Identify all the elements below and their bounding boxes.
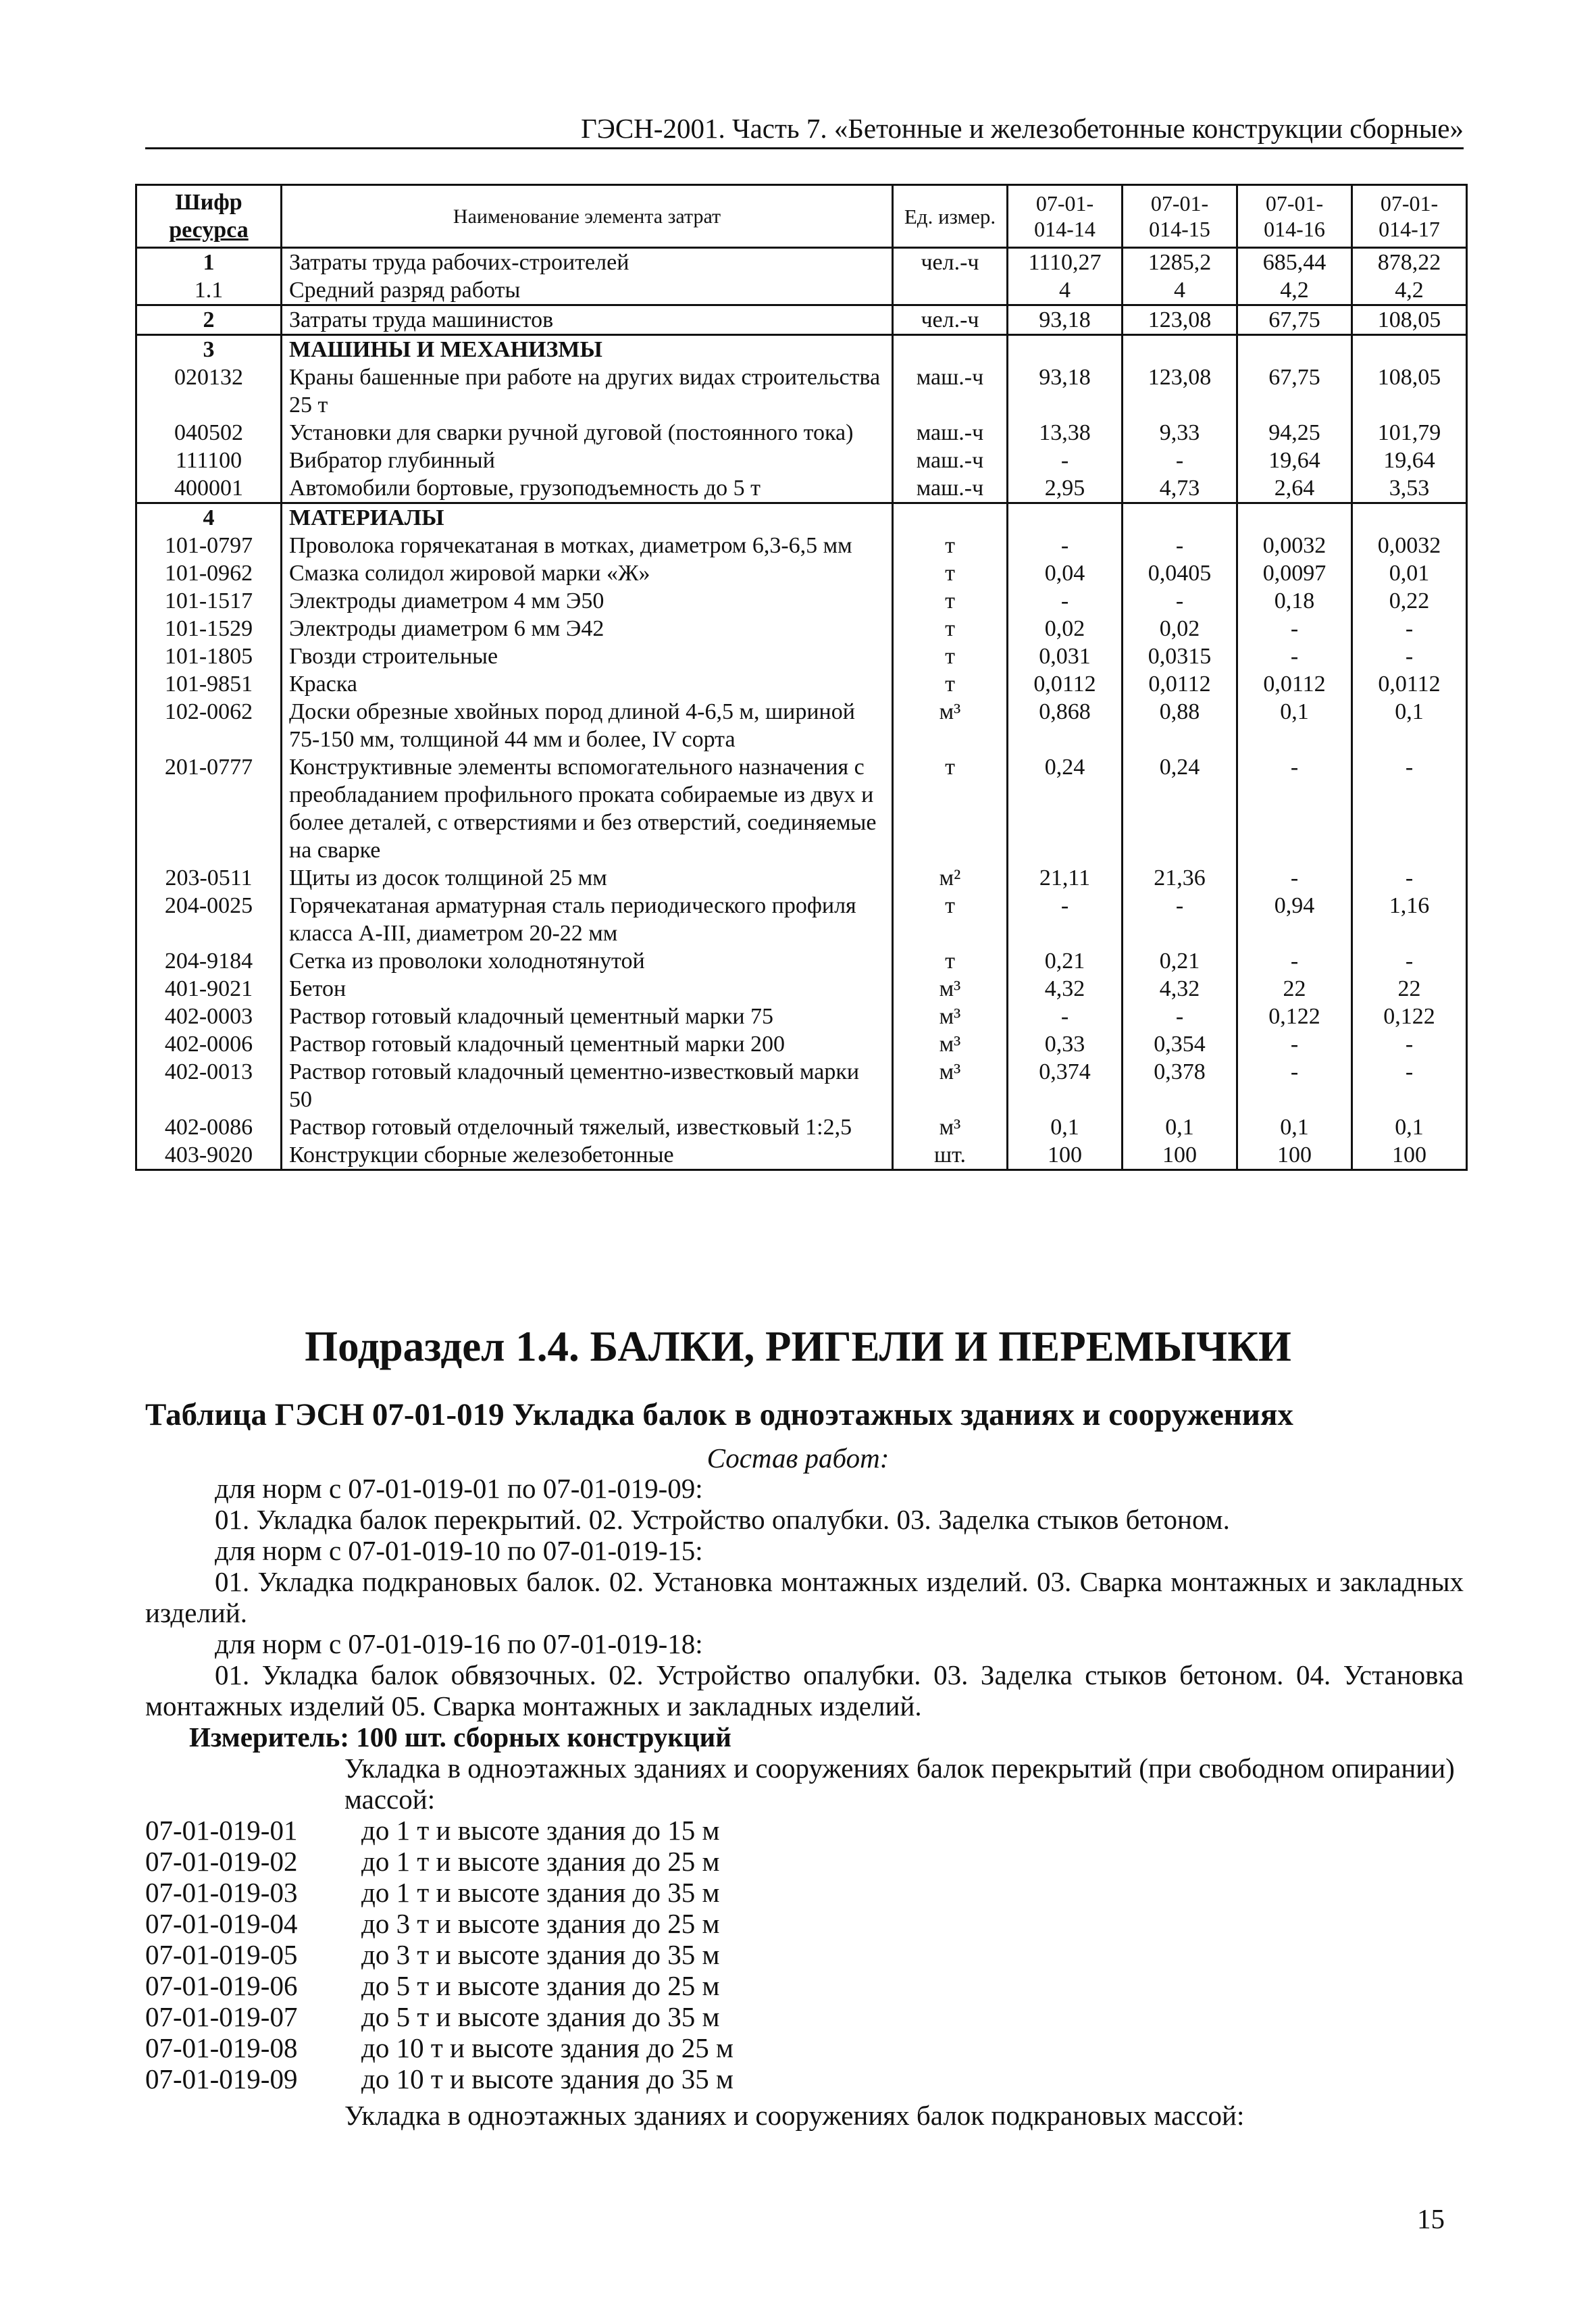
table-row xyxy=(136,1058,1467,1113)
cell-unit: т xyxy=(893,947,1008,975)
cell-name: Смазка солидол жировой марки «Ж» xyxy=(282,559,893,587)
table-row xyxy=(136,474,1467,503)
cell-value: 0,0032 xyxy=(1352,532,1467,559)
works-range-1: для норм с 07-01-019-01 по 07-01-019-09: xyxy=(215,1473,703,1504)
cell-value xyxy=(1237,335,1352,364)
table-header-row xyxy=(136,185,1467,248)
cell-value: 0,1 xyxy=(1237,1113,1352,1141)
cell-value: - xyxy=(1352,864,1467,892)
cell-code: 401-9021 xyxy=(136,975,282,1003)
cell-value: 0,031 xyxy=(1008,643,1123,670)
cell-unit: м³ xyxy=(893,1113,1008,1141)
cell-unit xyxy=(893,276,1008,305)
cell-value: 67,75 xyxy=(1237,305,1352,335)
cell-name: Раствор готовый кладочный цементно-известковый марки 50 xyxy=(282,1058,893,1113)
cell-name: Затраты труда машинистов xyxy=(282,305,893,335)
cell-value: - xyxy=(1237,615,1352,643)
cell-unit: м³ xyxy=(893,1030,1008,1058)
cell-code: 101-1805 xyxy=(136,643,282,670)
cell-value: 0,0112 xyxy=(1237,670,1352,698)
cell-name: Горячекатаная арматурная сталь периодического профиля класса А-III, диаметром 20-22 мм xyxy=(282,892,893,947)
works-ops-3-line2: монтажных изделий 05. Сварка монтажных и закладных изделий. xyxy=(145,1690,922,1721)
table-row xyxy=(136,276,1467,305)
cell-value: 108,05 xyxy=(1352,363,1467,419)
header-col-1 xyxy=(1008,185,1123,248)
table-row xyxy=(136,363,1467,419)
norm-description: до 5 т и высоте здания до 35 м xyxy=(361,2001,720,2032)
cell-value: - xyxy=(1237,864,1352,892)
cell-value: 108,05 xyxy=(1352,305,1467,335)
cell-code: 201-0777 xyxy=(136,753,282,864)
cell-value: - xyxy=(1352,1058,1467,1113)
cell-unit: т xyxy=(893,643,1008,670)
cell-value: 0,354 xyxy=(1123,1030,1237,1058)
header-name: Наименование элемента затрат xyxy=(282,185,893,248)
cell-name: Краска xyxy=(282,670,893,698)
cell-unit: м³ xyxy=(893,975,1008,1003)
cell-value: 0,21 xyxy=(1008,947,1123,975)
table-row xyxy=(136,587,1467,615)
cell-value: 0,0112 xyxy=(1352,670,1467,698)
cell-value: - xyxy=(1352,1030,1467,1058)
header-col-2-l1: 07-01- xyxy=(1150,191,1209,216)
cell-value: - xyxy=(1008,892,1123,947)
norm-code: 07-01-019-06 xyxy=(145,1970,298,2001)
cell-value: 0,94 xyxy=(1237,892,1352,947)
cell-name: Проволока горячекатаная в мотках, диаметром 6,3-6,5 мм xyxy=(282,532,893,559)
header-col-4-l2: 014-17 xyxy=(1379,217,1440,241)
cell-name: Затраты труда рабочих-строителей xyxy=(282,248,893,277)
cell-code: 402-0086 xyxy=(136,1113,282,1141)
norm-description: до 5 т и высоте здания до 25 м xyxy=(361,1970,720,2001)
cell-value: 0,0315 xyxy=(1123,643,1237,670)
cell-unit: шт. xyxy=(893,1141,1008,1170)
header-col-3-l1: 07-01- xyxy=(1265,191,1324,216)
cell-name: Средний разряд работы xyxy=(282,276,893,305)
works-range-3: для норм с 07-01-019-16 по 07-01-019-18: xyxy=(215,1628,703,1659)
header-code-line1: Шифр xyxy=(175,190,242,215)
cell-value: 4,32 xyxy=(1008,975,1123,1003)
header-code-line2: ресурса xyxy=(169,218,249,243)
header-code xyxy=(136,185,282,248)
cell-value: 0,0032 xyxy=(1237,532,1352,559)
cell-name: Раствор готовый кладочный цементный марки 75 xyxy=(282,1003,893,1030)
cell-value: 4,2 xyxy=(1352,276,1467,305)
cell-value: 123,08 xyxy=(1123,363,1237,419)
cell-value: 0,122 xyxy=(1352,1003,1467,1030)
table-row xyxy=(136,975,1467,1003)
cell-value: 13,38 xyxy=(1008,419,1123,447)
subsection-title: Подраздел 1.4. БАЛКИ, РИГЕЛИ И ПЕРЕМЫЧКИ xyxy=(305,1323,1291,1370)
cell-code: 402-0006 xyxy=(136,1030,282,1058)
header-col-4-l1: 07-01- xyxy=(1380,191,1439,216)
cell-code: 101-0797 xyxy=(136,532,282,559)
cell-unit: чел.-ч xyxy=(893,305,1008,335)
cell-unit: чел.-ч xyxy=(893,248,1008,277)
cell-value: - xyxy=(1237,643,1352,670)
works-label: Состав работ: xyxy=(706,1442,890,1474)
cell-value: 4 xyxy=(1008,276,1123,305)
header-unit: Ед. измер. xyxy=(893,185,1008,248)
table-row xyxy=(136,419,1467,447)
cell-value: - xyxy=(1008,1003,1123,1030)
cell-value: - xyxy=(1123,1003,1237,1030)
cell-code: 402-0013 xyxy=(136,1058,282,1113)
cell-code: 3 xyxy=(136,335,282,364)
norm-code: 07-01-019-05 xyxy=(145,1939,298,1970)
cell-name: Электроды диаметром 6 мм Э42 xyxy=(282,615,893,643)
header-col-3-l2: 014-16 xyxy=(1264,217,1325,241)
cell-value: 93,18 xyxy=(1008,305,1123,335)
running-header: ГЭСН-2001. Часть 7. «Бетонные и железобетонные конструкции сборные» xyxy=(581,113,1464,144)
header-col-2-l2: 014-15 xyxy=(1149,217,1210,241)
cell-name: Доски обрезные хвойных пород длиной 4-6,5 м, шириной 75-150 мм, толщиной 44 мм и более, IV сорта xyxy=(282,698,893,753)
cell-code: 1.1 xyxy=(136,276,282,305)
cell-value: 0,1 xyxy=(1008,1113,1123,1141)
cell-value: 0,1 xyxy=(1352,1113,1467,1141)
cell-value: 94,25 xyxy=(1237,419,1352,447)
cell-unit xyxy=(893,335,1008,364)
cell-value: 4 xyxy=(1123,276,1237,305)
norm-code: 07-01-019-04 xyxy=(145,1908,298,1939)
cell-code: 101-9851 xyxy=(136,670,282,698)
norm-description: до 10 т и высоте здания до 25 м xyxy=(361,2032,733,2063)
group1-line2: массой: xyxy=(344,1784,436,1815)
cell-value: - xyxy=(1352,753,1467,864)
norm-description: до 3 т и высоте здания до 25 м xyxy=(361,1908,720,1939)
cell-value: - xyxy=(1352,947,1467,975)
table-body xyxy=(136,248,1467,1170)
cell-value: 101,79 xyxy=(1352,419,1467,447)
norm-description: до 3 т и высоте здания до 35 м xyxy=(361,1939,720,1970)
table-row xyxy=(136,248,1467,277)
resource-table xyxy=(135,184,1468,1171)
cell-value: 123,08 xyxy=(1123,305,1237,335)
measure-line: Измеритель: 100 шт. сборных конструкций xyxy=(189,1721,731,1753)
cell-value: 19,64 xyxy=(1352,447,1467,474)
table-row xyxy=(136,532,1467,559)
norm-description: до 10 т и высоте здания до 35 м xyxy=(361,2063,733,2094)
cell-name: Вибратор глубинный xyxy=(282,447,893,474)
cell-unit: м³ xyxy=(893,698,1008,753)
cell-value: - xyxy=(1352,615,1467,643)
table-row xyxy=(136,1030,1467,1058)
cell-code: 204-9184 xyxy=(136,947,282,975)
cell-value xyxy=(1352,503,1467,532)
cell-unit: маш.-ч xyxy=(893,419,1008,447)
cell-value: 2,95 xyxy=(1008,474,1123,503)
cell-name: Раствор готовый отделочный тяжелый, известковый 1:2,5 xyxy=(282,1113,893,1141)
cell-name: Краны башенные при работе на других видах строительства 25 т xyxy=(282,363,893,419)
cell-value: 0,868 xyxy=(1008,698,1123,753)
cell-value: 67,75 xyxy=(1237,363,1352,419)
page-number: 15 xyxy=(1417,2203,1445,2234)
cell-value: 21,36 xyxy=(1123,864,1237,892)
table-row xyxy=(136,503,1467,532)
norm-description: до 1 т и высоте здания до 35 м xyxy=(361,1877,720,1908)
cell-value: 4,73 xyxy=(1123,474,1237,503)
cell-value: - xyxy=(1237,753,1352,864)
table-row xyxy=(136,615,1467,643)
cell-name: Конструкции сборные железобетонные xyxy=(282,1141,893,1170)
norm-code: 07-01-019-02 xyxy=(145,1846,298,1877)
works-ops-2-line2: изделий. xyxy=(145,1597,248,1628)
cell-value: 4,32 xyxy=(1123,975,1237,1003)
cell-value: 22 xyxy=(1237,975,1352,1003)
cell-value: - xyxy=(1123,587,1237,615)
cell-value: 0,18 xyxy=(1237,587,1352,615)
cell-value: - xyxy=(1123,532,1237,559)
norm-description: до 1 т и высоте здания до 15 м xyxy=(361,1815,720,1846)
cell-value: 0,24 xyxy=(1123,753,1237,864)
cell-value xyxy=(1352,335,1467,364)
table-row xyxy=(136,305,1467,335)
cell-value: - xyxy=(1237,1030,1352,1058)
cell-unit: м³ xyxy=(893,1003,1008,1030)
cell-unit: т xyxy=(893,587,1008,615)
cell-value: 93,18 xyxy=(1008,363,1123,419)
cell-value: 100 xyxy=(1237,1141,1352,1170)
cell-value: 0,0112 xyxy=(1008,670,1123,698)
cell-value: 0,24 xyxy=(1008,753,1123,864)
cell-name: Установки для сварки ручной дуговой (постоянного тока) xyxy=(282,419,893,447)
cell-value: 1285,2 xyxy=(1123,248,1237,277)
cell-value: 0,02 xyxy=(1008,615,1123,643)
norm-code: 07-01-019-03 xyxy=(145,1877,298,1908)
table-row xyxy=(136,335,1467,364)
cell-name: Сетка из проволоки холоднотянутой xyxy=(282,947,893,975)
cell-unit: маш.-ч xyxy=(893,447,1008,474)
cell-value: 0,04 xyxy=(1008,559,1123,587)
cell-code: 204-0025 xyxy=(136,892,282,947)
cell-value: - xyxy=(1237,1058,1352,1113)
cell-value: 0,0405 xyxy=(1123,559,1237,587)
cell-value xyxy=(1123,503,1237,532)
table-row xyxy=(136,559,1467,587)
cell-value xyxy=(1008,503,1123,532)
header-rule xyxy=(145,147,1464,149)
cell-code: 403-9020 xyxy=(136,1141,282,1170)
group2-line1: Укладка в одноэтажных зданиях и сооружениях балок подкрановых массой: xyxy=(344,2100,1245,2131)
cell-name: Конструктивные элементы вспомогательного назначения с преобладанием профильного проката собираемые из двух и более деталей, с отверстиями и без отверстий, соединяемые на сварке xyxy=(282,753,893,864)
cell-code: 402-0003 xyxy=(136,1003,282,1030)
table-row xyxy=(136,864,1467,892)
cell-value: 1,16 xyxy=(1352,892,1467,947)
cell-value: - xyxy=(1237,947,1352,975)
cell-value: 21,11 xyxy=(1008,864,1123,892)
cell-code: 203-0511 xyxy=(136,864,282,892)
cell-unit: т xyxy=(893,670,1008,698)
cell-code: 111100 xyxy=(136,447,282,474)
table-title: Таблица ГЭСН 07-01-019 Укладка балок в одноэтажных зданиях и сооружениях xyxy=(145,1397,1293,1432)
cell-code: 102-0062 xyxy=(136,698,282,753)
cell-value: 0,22 xyxy=(1352,587,1467,615)
table-row xyxy=(136,698,1467,753)
cell-code: 400001 xyxy=(136,474,282,503)
cell-unit: маш.-ч xyxy=(893,363,1008,419)
table-row xyxy=(136,447,1467,474)
cell-name: Бетон xyxy=(282,975,893,1003)
cell-unit: маш.-ч xyxy=(893,474,1008,503)
header-col-1-l2: 014-14 xyxy=(1034,217,1096,241)
cell-value: 4,2 xyxy=(1237,276,1352,305)
cell-name: Гвозди строительные xyxy=(282,643,893,670)
cell-code: 2 xyxy=(136,305,282,335)
cell-unit: т xyxy=(893,892,1008,947)
cell-value: 0,1 xyxy=(1237,698,1352,753)
norm-code: 07-01-019-07 xyxy=(145,2001,298,2032)
table-row xyxy=(136,892,1467,947)
header-col-1-l1: 07-01- xyxy=(1035,191,1094,216)
works-range-2: для норм с 07-01-019-10 по 07-01-019-15: xyxy=(215,1535,703,1566)
cell-code: 020132 xyxy=(136,363,282,419)
table-row xyxy=(136,1003,1467,1030)
cell-value: 0,88 xyxy=(1123,698,1237,753)
cell-value: 100 xyxy=(1123,1141,1237,1170)
cell-unit: м² xyxy=(893,864,1008,892)
cell-code: 101-0962 xyxy=(136,559,282,587)
cell-value: 0,0112 xyxy=(1123,670,1237,698)
norm-code: 07-01-019-09 xyxy=(145,2063,298,2094)
cell-name: МАТЕРИАЛЫ xyxy=(282,503,893,532)
cell-unit: т xyxy=(893,532,1008,559)
table-row xyxy=(136,1113,1467,1141)
cell-value: 22 xyxy=(1352,975,1467,1003)
cell-unit: т xyxy=(893,615,1008,643)
cell-value xyxy=(1008,335,1123,364)
cell-value xyxy=(1123,335,1237,364)
table-row xyxy=(136,670,1467,698)
cell-value: 1110,27 xyxy=(1008,248,1123,277)
cell-name: Автомобили бортовые, грузоподъемность до 5 т xyxy=(282,474,893,503)
cell-value: 9,33 xyxy=(1123,419,1237,447)
header-col-3 xyxy=(1237,185,1352,248)
cell-value: 0,0097 xyxy=(1237,559,1352,587)
works-ops-1: 01. Укладка балок перекрытий. 02. Устройство опалубки. 03. Заделка стыков бетоном. xyxy=(215,1504,1230,1535)
cell-unit: т xyxy=(893,559,1008,587)
cell-value: 0,02 xyxy=(1123,615,1237,643)
header-col-2 xyxy=(1123,185,1237,248)
table-row xyxy=(136,1141,1467,1170)
cell-value: 2,64 xyxy=(1237,474,1352,503)
cell-value: 0,378 xyxy=(1123,1058,1237,1113)
cell-code: 101-1517 xyxy=(136,587,282,615)
header-col-4 xyxy=(1352,185,1467,248)
cell-unit xyxy=(893,503,1008,532)
cell-value xyxy=(1237,503,1352,532)
cell-value: - xyxy=(1008,587,1123,615)
cell-value: 0,33 xyxy=(1008,1030,1123,1058)
cell-value: 3,53 xyxy=(1352,474,1467,503)
cell-value: - xyxy=(1008,447,1123,474)
cell-value: 0,1 xyxy=(1352,698,1467,753)
cell-value: 0,1 xyxy=(1123,1113,1237,1141)
norm-code: 07-01-019-01 xyxy=(145,1815,298,1846)
cell-code: 040502 xyxy=(136,419,282,447)
cell-code: 4 xyxy=(136,503,282,532)
cell-unit: т xyxy=(893,753,1008,864)
cell-value: 878,22 xyxy=(1352,248,1467,277)
cell-name: Электроды диаметром 4 мм Э50 xyxy=(282,587,893,615)
cell-value: - xyxy=(1352,643,1467,670)
cell-value: 0,21 xyxy=(1123,947,1237,975)
table-row xyxy=(136,643,1467,670)
table-row xyxy=(136,753,1467,864)
cell-value: 0,122 xyxy=(1237,1003,1352,1030)
cell-code: 1 xyxy=(136,248,282,277)
cell-value: - xyxy=(1008,532,1123,559)
norm-description: до 1 т и высоте здания до 25 м xyxy=(361,1846,720,1877)
cell-code: 101-1529 xyxy=(136,615,282,643)
works-ops-3-line1: 01. Укладка балок обвязочных. 02. Устройство опалубки. 03. Заделка стыков бетоном. 04. Установка xyxy=(215,1659,1464,1690)
cell-name: Щиты из досок толщиной 25 мм xyxy=(282,864,893,892)
table-row xyxy=(136,947,1467,975)
cell-value: 19,64 xyxy=(1237,447,1352,474)
cell-value: - xyxy=(1123,892,1237,947)
group1-line1: Укладка в одноэтажных зданиях и сооружениях балок перекрытий (при свободном опирании) xyxy=(344,1753,1455,1784)
cell-value: 685,44 xyxy=(1237,248,1352,277)
cell-name: Раствор готовый кладочный цементный марки 200 xyxy=(282,1030,893,1058)
cell-unit: м³ xyxy=(893,1058,1008,1113)
cell-value: 0,01 xyxy=(1352,559,1467,587)
cell-value: 100 xyxy=(1352,1141,1467,1170)
works-ops-2-line1: 01. Укладка подкрановых балок. 02. Установка монтажных изделий. 03. Сварка монтажных и закладных xyxy=(215,1566,1464,1597)
cell-name: МАШИНЫ И МЕХАНИЗМЫ xyxy=(282,335,893,364)
cell-value: - xyxy=(1123,447,1237,474)
cell-value: 0,374 xyxy=(1008,1058,1123,1113)
cell-value: 100 xyxy=(1008,1141,1123,1170)
norm-code: 07-01-019-08 xyxy=(145,2032,298,2063)
